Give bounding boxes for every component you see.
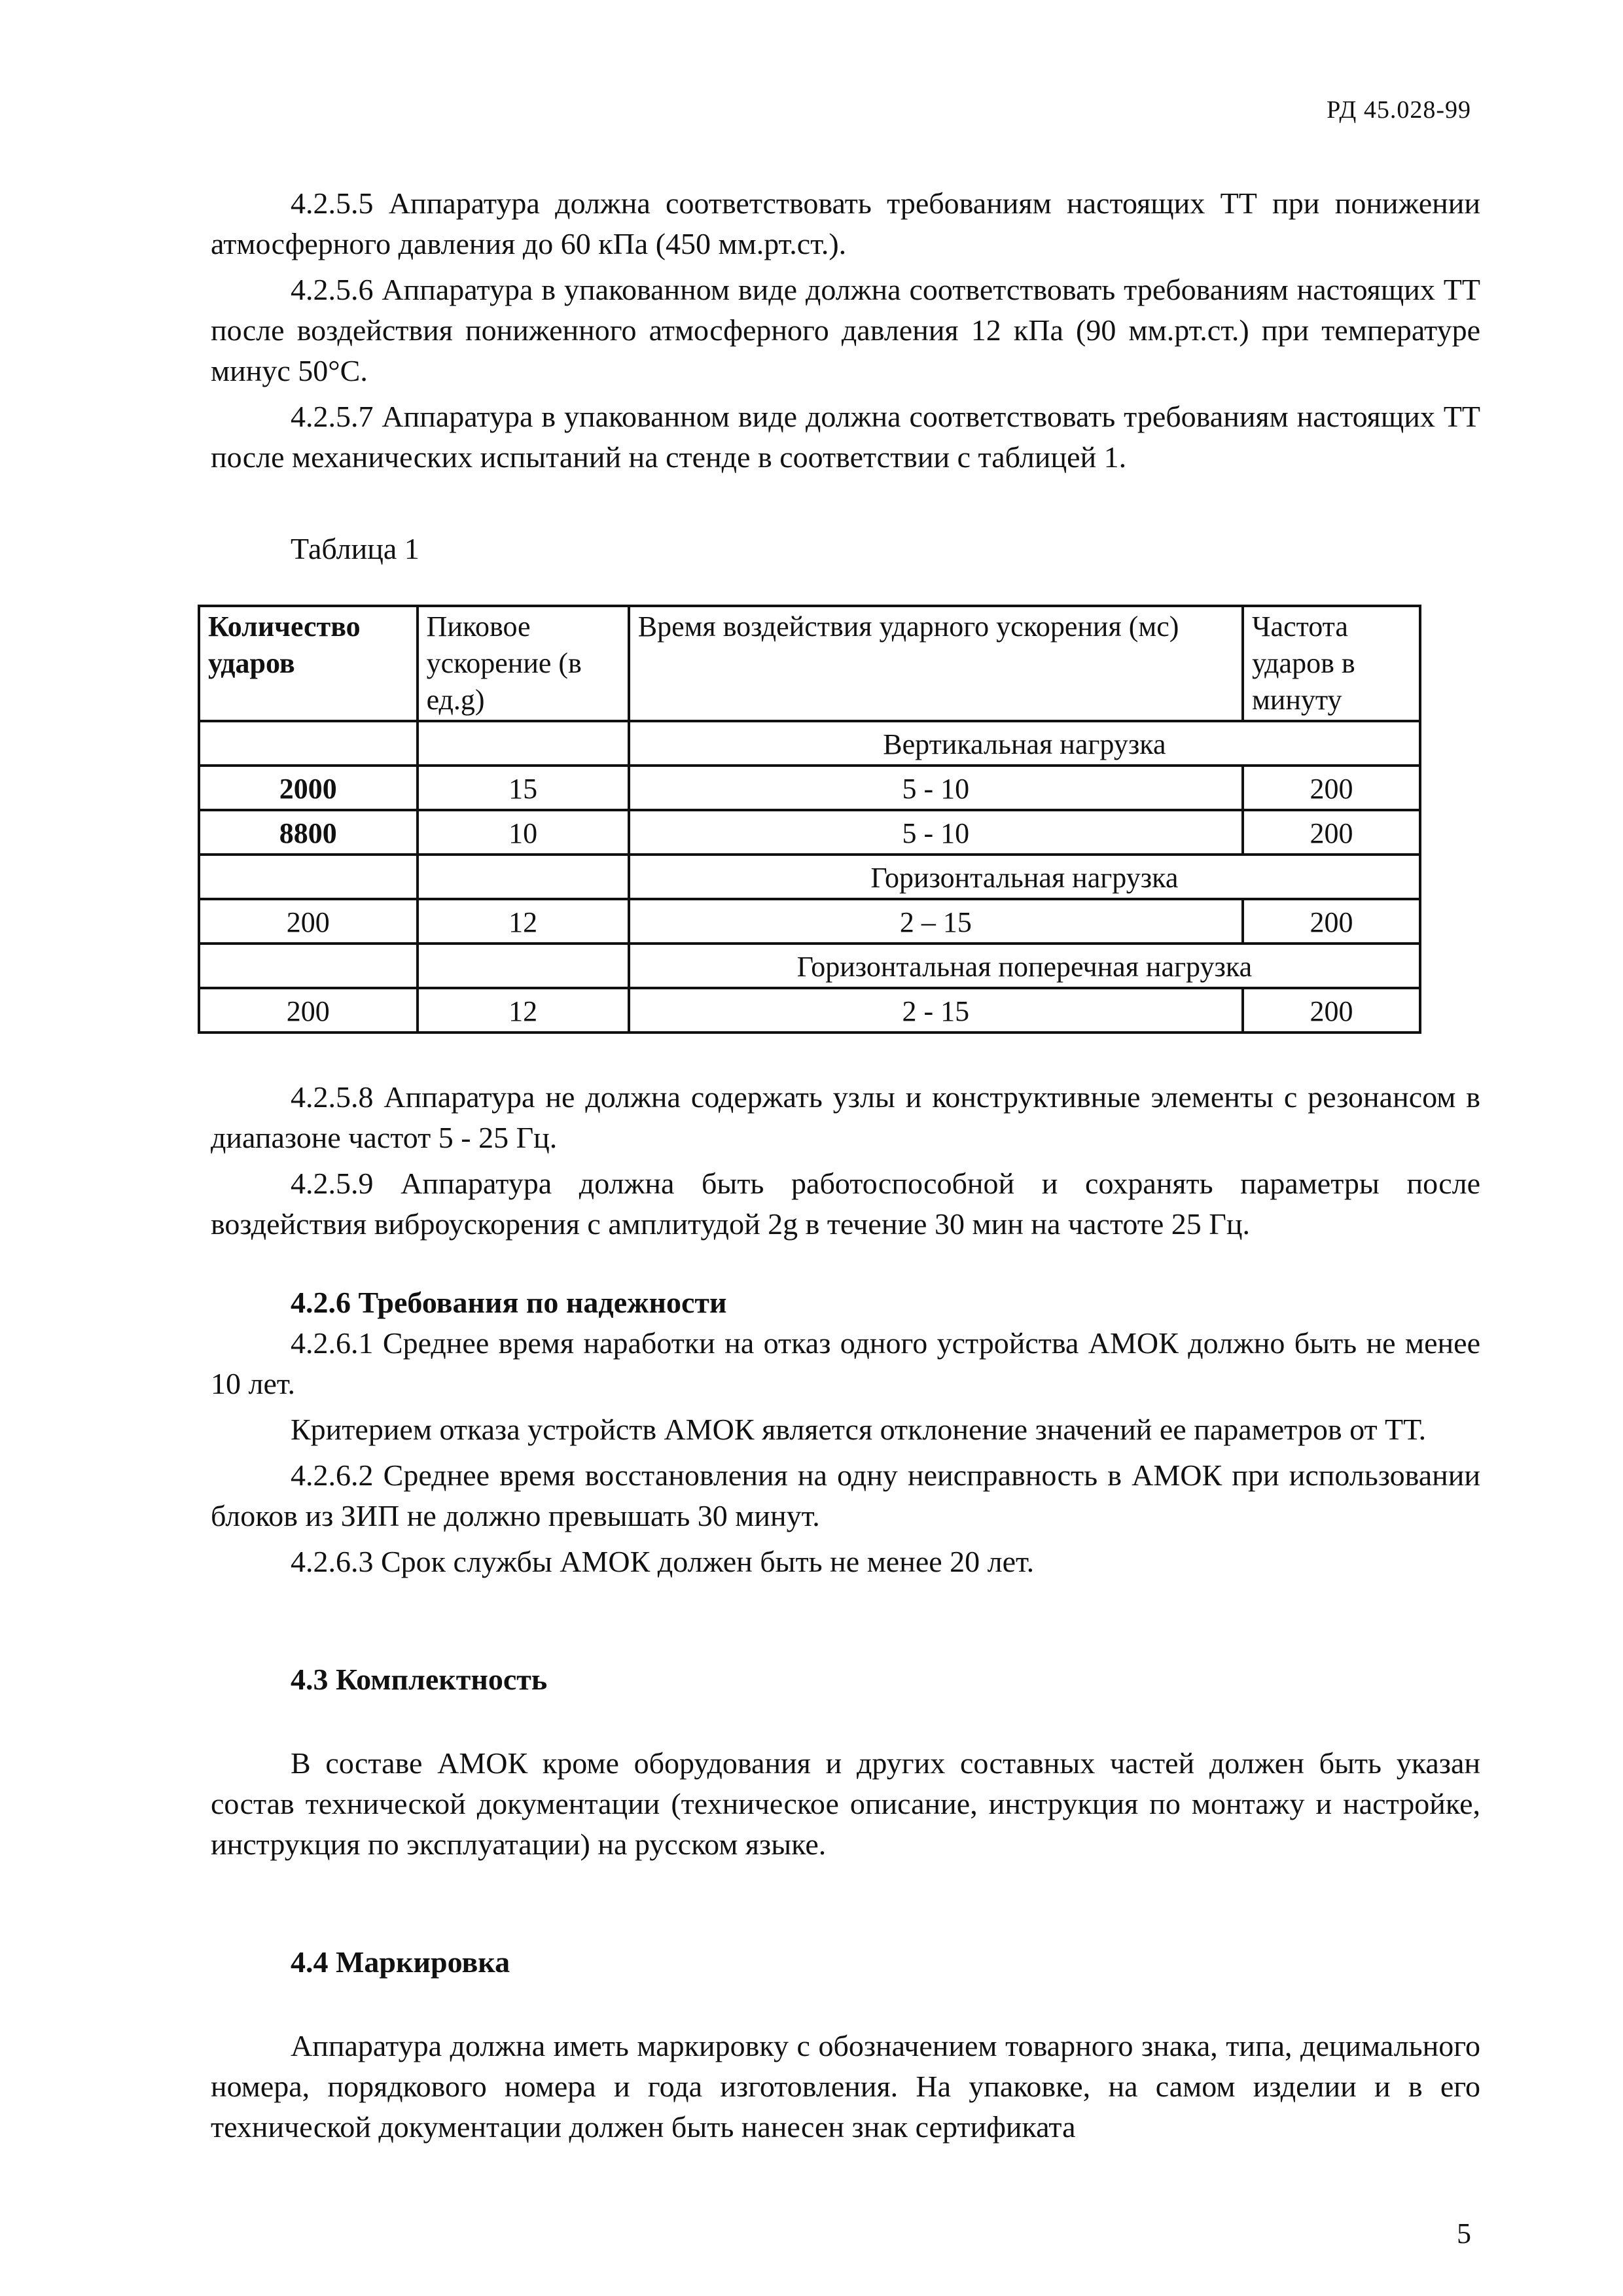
header-shock-count: Количество ударов [199, 606, 418, 721]
paragraph-4-2-5-6: 4.2.5.6 Аппаратура в упакованном виде должна соответствовать требованиям настоящих ТТ после воздействия пониженного атмосферного давления 12 кПа (90 мм.рт.ст.) при температуре минус 50°С. [211, 273, 1480, 387]
section-label-vertical: Вертикальная нагрузка [629, 721, 1420, 766]
header-peak-acceleration: Пиковое ускорение (в ед.g) [418, 606, 629, 721]
header-frequency: Частота ударов в минуту [1243, 606, 1420, 721]
cell-count: 200 [199, 899, 418, 944]
table-section-row [199, 721, 1420, 766]
table-section-row [199, 855, 1420, 899]
paragraph-4-2-5-9: 4.2.5.9 Аппаратура должна быть работоспособной и сохранять параметры после воздействия виброускорения с амплитудой 2g в течение 30 мин на частоте 25 Гц. [211, 1167, 1480, 1241]
paragraph-4-2-6-3: 4.2.6.3 Срок службы АМОК должен быть не менее 20 лет. [291, 1545, 1035, 1578]
paragraph-4-2-5-8: 4.2.5.8 Аппаратура не должна содержать узлы и конструктивные элементы с резонансом в диапазоне частот 5 - 25 Гц. [211, 1080, 1480, 1154]
after-table-block [211, 1077, 1480, 1245]
paragraph-4-2-6-2: 4.2.6.2 Среднее время восстановления на одну неисправность в АМОК при использовании блоков из ЗИП не должно превышать 30 минут. [211, 1458, 1480, 1532]
cell-peak: 10 [418, 810, 629, 855]
cell-peak: 12 [418, 988, 629, 1033]
heading-marking: 4.4 Маркировка [291, 1945, 510, 1979]
cell-frequency: 200 [1243, 810, 1420, 855]
heading-completeness: 4.3 Комплектность [291, 1663, 548, 1696]
cell-count: 200 [199, 988, 418, 1033]
heading-reliability: 4.2.6 Требования по надежности [291, 1286, 727, 1319]
cell-duration: 5 - 10 [629, 810, 1243, 855]
table-row [199, 988, 1420, 1033]
cell-peak: 15 [418, 766, 629, 810]
cell-duration: 5 - 10 [629, 766, 1243, 810]
page-number: 5 [1457, 2217, 1471, 2250]
paragraph-4-2-6-1: 4.2.6.1 Среднее время наработки на отказ одного устройства АМОК должно быть не менее 10 лет. [211, 1326, 1480, 1400]
paragraph-4-2-5-5: 4.2.5.5 Аппаратура должна соответствовать требованиям настоящих ТТ при понижении атмосферного давления до 60 кПа (450 мм.рт.ст.). [211, 186, 1480, 260]
cell-frequency: 200 [1243, 899, 1420, 944]
paragraph-failure-criterion: Критерием отказа устройств АМОК является отклонение значений ее параметров от ТТ. [291, 1413, 1427, 1446]
shock-test-table [198, 605, 1421, 1034]
page-content [208, 183, 1480, 2147]
table-section-row [199, 944, 1420, 988]
cell-frequency: 200 [1243, 766, 1420, 810]
paragraph-4-2-5-7: 4.2.5.7 Аппаратура в упакованном виде должна соответствовать требованиям настоящих ТТ после механических испытаний на стенде в соответствии с таблицей 1. [211, 400, 1480, 474]
paragraph-completeness: В составе АМОК кроме оборудования и других составных частей должен быть указан состав технической документации (техническое описание, инструкция по монтажу и настройке, инструкция по эксплуатации) на русском языке. [211, 1746, 1480, 1861]
table-row [199, 766, 1420, 810]
cell-duration: 2 – 15 [629, 899, 1243, 944]
paragraph-marking: Аппаратура должна иметь маркировку с обозначением товарного знака, типа, децимального номера, порядкового номера и года изготовления. На упаковке, на самом изделии и в его технической документации должен быть нанесен знак сертификата [211, 2029, 1480, 2144]
section-label-horizontal-transverse: Горизонтальная поперечная нагрузка [629, 944, 1420, 988]
cell-frequency: 200 [1243, 988, 1420, 1033]
cell-peak: 12 [418, 899, 629, 944]
table-caption: Таблица 1 [291, 532, 419, 565]
document-code: РД 45.028-99 [1327, 96, 1471, 124]
header-duration: Время воздействия ударного ускорения (мс) [629, 606, 1243, 721]
table-header-row [199, 606, 1420, 721]
table-row [199, 810, 1420, 855]
table-row [199, 899, 1420, 944]
section-label-horizontal: Горизонтальная нагрузка [629, 855, 1420, 899]
cell-duration: 2 - 15 [629, 988, 1243, 1033]
cell-count: 2000 [199, 766, 418, 810]
cell-count: 8800 [199, 810, 418, 855]
